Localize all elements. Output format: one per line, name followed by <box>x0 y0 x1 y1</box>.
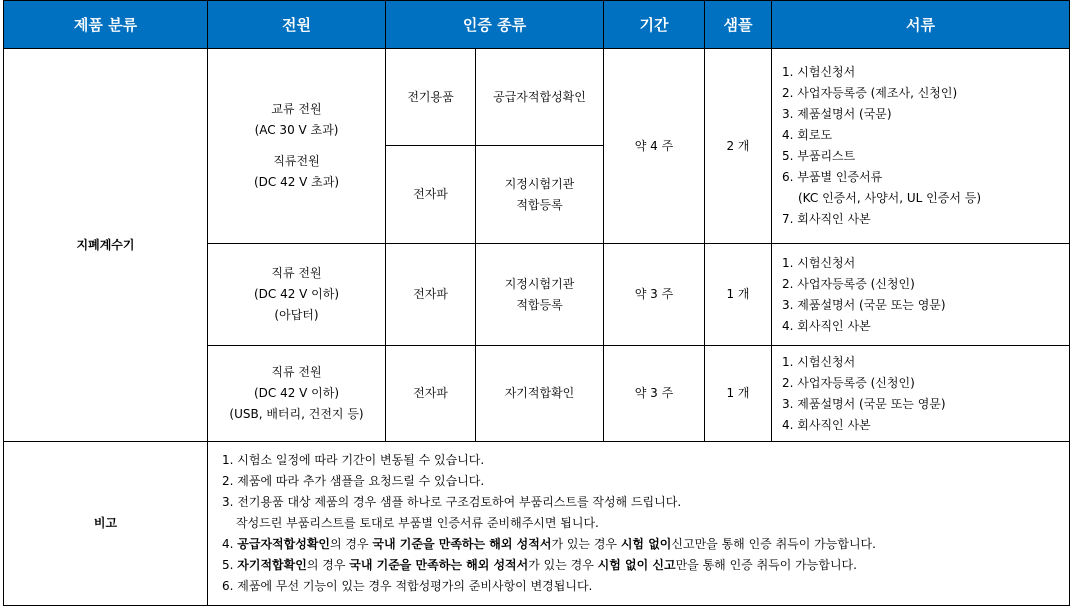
group2-cert-name: 지정시험기관 적합등록 <box>476 244 604 346</box>
note-3b: 작성드린 부품리스트를 토대로 부품별 인증서류 준비해주시면 됩니다. <box>236 516 599 530</box>
header-row <box>4 1 1070 49</box>
group2-docs: 1. 시험신청서 2. 사업자등록증 (신청인) 3. 제품설명서 (국문 또는 영문) 4. 회사직인 사본 <box>772 244 1070 346</box>
group1-power: 교류 전원 (AC 30 V 초과) 직류전원 (DC 42 V 초과) <box>208 49 386 244</box>
note-6: 6. 제품에 무선 기능이 있는 경우 적합성평가의 준비사항이 변경됩니다. <box>222 579 593 593</box>
group2-cert-type: 전자파 <box>386 244 476 346</box>
certification-table <box>3 0 1070 606</box>
group1-cert-type-a: 전기용품 <box>386 49 476 146</box>
group2-power: 직류 전원 (DC 42 V 이하) (아답터) <box>208 244 386 346</box>
group3-sample: 1 개 <box>705 346 772 442</box>
group3-cert-name: 자기적합확인 <box>476 346 604 442</box>
group1-period: 약 4 주 <box>604 49 705 244</box>
header-cert: 인증 종류 <box>386 1 604 49</box>
group2-period: 약 3 주 <box>604 244 705 346</box>
note-2: 2. 제품에 따라 추가 샘플을 요청드릴 수 있습니다. <box>222 474 485 488</box>
header-power: 전원 <box>208 1 386 49</box>
product-name: 지폐계수기 <box>4 49 208 442</box>
table-row <box>4 49 1070 146</box>
group1-cert-name-a: 공급자적합성확인 <box>476 49 604 146</box>
group3-cert-type: 전자파 <box>386 346 476 442</box>
group1-sample: 2 개 <box>705 49 772 244</box>
note-4: 4. 공급자적합성확인의 경우 국내 기준을 만족하는 해외 성적서가 있는 경우 시험 없이신고만을 통해 인증 취득이 가능합니다. <box>222 537 876 551</box>
header-docs: 서류 <box>772 1 1070 49</box>
note-5: 5. 자기적합확인의 경우 국내 기준을 만족하는 해외 성적서가 있는 경우 시험 없이 신고만을 통해 인증 취득이 가능합니다. <box>222 558 857 572</box>
group3-docs: 1. 시험신청서 2. 사업자등록증 (신청인) 3. 제품설명서 (국문 또는 영문) 4. 회사직인 사본 <box>772 346 1070 442</box>
group1-cert-name-b: 지정시험기관 적합등록 <box>476 146 604 244</box>
header-sample: 샘플 <box>705 1 772 49</box>
group1-cert-type-b: 전자파 <box>386 146 476 244</box>
note-1: 1. 시험소 일정에 따라 기간이 변동될 수 있습니다. <box>222 453 485 467</box>
remarks-notes <box>208 442 1070 606</box>
note-3a: 3. 전기용품 대상 제품의 경우 샘플 하나로 구조검토하여 부품리스트를 작성해 드립니다. <box>222 495 682 509</box>
remarks-label: 비고 <box>4 442 208 606</box>
remarks-row <box>4 442 1070 606</box>
header-period: 기간 <box>604 1 705 49</box>
group1-docs: 1. 시험신청서 2. 사업자등록증 (제조사, 신청인) 3. 제품설명서 (국문) 4. 회로도 5. 부품리스트 6. 부품별 인증서류 (KC 인증서, 사양서, UL 인증서 등) 7. 회사직인 사본 <box>772 49 1070 244</box>
group2-sample: 1 개 <box>705 244 772 346</box>
group3-power: 직류 전원 (DC 42 V 이하) (USB, 배터리, 건전지 등) <box>208 346 386 442</box>
header-product: 제품 분류 <box>4 1 208 49</box>
group3-period: 약 3 주 <box>604 346 705 442</box>
